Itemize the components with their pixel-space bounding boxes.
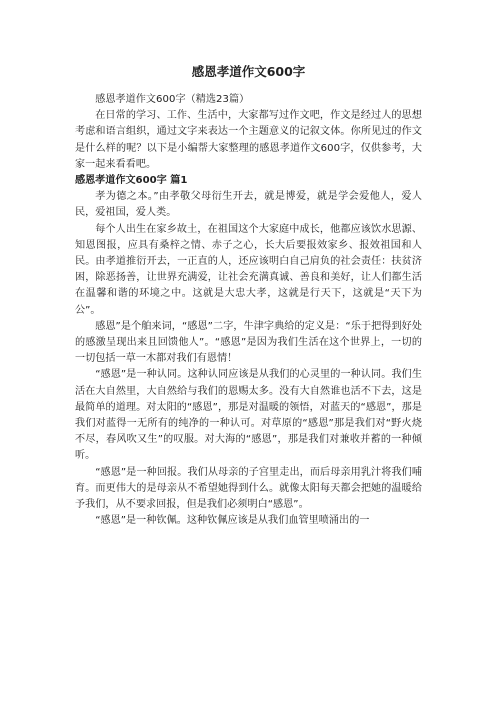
body-paragraph: “感恩”是一种钦佩。这种钦佩应该是从我们血管里喷涌出的一 xyxy=(95,515,370,527)
document-page xyxy=(75,64,422,529)
body-paragraph: “感恩”是一种认同。这种认同应该是从我们的心灵里的一种认同。我们生活在大自然里，大自然给与我们的恩赐太多。没有大自然谁也活不下去，这是最简单的道理。对太阳的“感恩”，那是对温暖的领悟，对蓝天的“感恩”，那是我们对蓝得一无所有的纯净的一种认可。对草原的“感恩”那是我们对“野火烧不尽，春风吹又生”的叹服。对大海的“感恩”，那是我们对兼收并蓄的一种倾听。 xyxy=(75,369,422,462)
section-title: 感恩孝道作文600字 篇1 xyxy=(75,175,188,187)
body-paragraph: “感恩”是一种回报。我们从母亲的子宫里走出，而后母亲用乳汁将我们哺育。而更伟大的是母亲从不希望她得到什么。就像太阳每天都会把她的温暖给予我们，从不要求回报，但是我们必须明白“感恩”。 xyxy=(75,466,422,511)
body-paragraph: 孝为德之本。”由孝敬父母衍生开去，就是博爱，就是学会爱他人，爱人民，爱祖国，爱人类。 xyxy=(75,191,422,219)
document-title: 感恩孝道作文600字 xyxy=(191,64,306,79)
document-subtitle: 感恩孝道作文600字（精选23篇） xyxy=(95,94,250,105)
body-paragraph: 感恩”是个舶来词，“感恩”二字，牛津字典给的定义是：“乐于把得到好处的感激呈现出来且回馈他人”。“感恩”是因为我们生活在这个世界上，一切的一切包括一草一木都对我们有恩情！ xyxy=(75,320,422,365)
body-paragraph: 每个人出生在家乡故土，在祖国这个大家庭中成长，他都应该饮水思源、知恩图报，应具有桑梓之情、赤子之心，长大后要报效家乡、报效祖国和人民。由孝道推衍开去，一正直的人，还应该明白自己肩负的社会责任：扶贫济困，除恶扬善，让世界充满爱，让社会充满真诚、善良和美好，让人们都生活在温馨和谐的环境之中。这就是大忠大孝，这就是行天下，这就是“天下为公”。 xyxy=(75,223,422,316)
intro-paragraph: 在日常的学习、工作、生活中，大家都写过作文吧，作文是经过人的思想考虑和语言组织，通过文字来表达一个主题意义的记叙文体。你所见过的作文是什么样的呢？以下是小编帮大家整理的感恩孝道作文600字，仅供参考，大家一起来看看吧。 xyxy=(75,110,422,170)
